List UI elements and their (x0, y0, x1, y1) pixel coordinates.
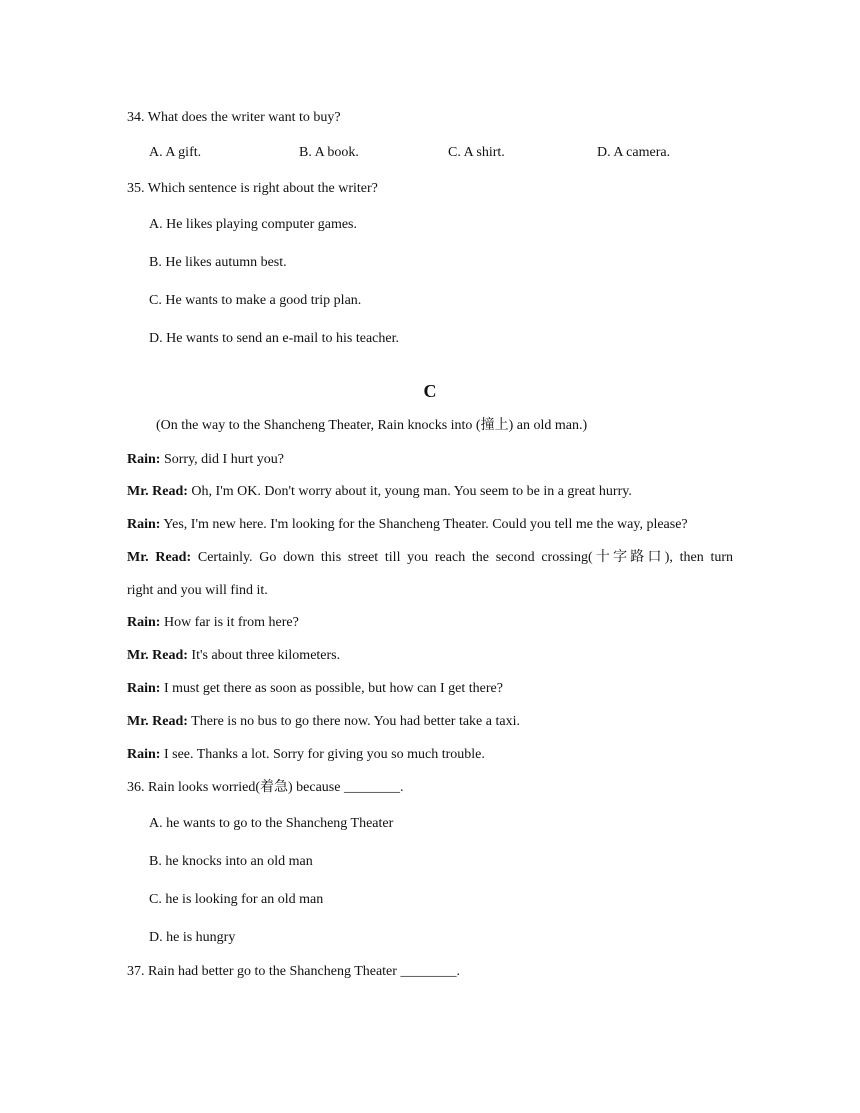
question-36-stem: 36. Rain looks worried(着急) because ________. (127, 780, 404, 795)
dialogue-text: Certainly. Go down this street till you reach the second crossing(十字路口), then turn (191, 550, 733, 565)
speaker-name: Rain: (127, 517, 161, 532)
dialogue-line (127, 451, 284, 469)
dialogue-text: Sorry, did I hurt you? (160, 452, 284, 467)
dialogue-line (127, 516, 688, 534)
section-c-intro: (On the way to the Shancheng Theater, Rain knocks into (撞上) an old man.) (156, 418, 588, 433)
speaker-name: Mr. Read: (127, 550, 192, 565)
dialogue-line (127, 647, 340, 665)
q36-option-b: B. he knocks into an old man (149, 854, 313, 869)
question-37-stem: 37. Rain had better go to the Shancheng Theater ________. (127, 964, 460, 979)
dialogue-continuation: right and you will find it. (127, 583, 268, 598)
q35-option-c: C. He wants to make a good trip plan. (149, 293, 362, 308)
section-c-heading: C (423, 381, 437, 401)
q36-option-d: D. he is hungry (149, 930, 236, 945)
q36-option-a: A. he wants to go to the Shancheng Theater (149, 816, 394, 831)
dialogue-line (127, 549, 733, 567)
speaker-name: Mr. Read: (127, 484, 188, 499)
q35-option-d: D. He wants to send an e-mail to his teacher. (149, 331, 399, 346)
dialogue-text: Oh, I'm OK. Don't worry about it, young man. You seem to be in a great hurry. (187, 484, 632, 499)
dialogue-line (127, 483, 632, 501)
q34-option-d: D. A camera. (597, 145, 671, 160)
dialogue-text: How far is it from here? (160, 615, 299, 630)
dialogue-line (127, 614, 299, 632)
q36-option-c: C. he is looking for an old man (149, 892, 324, 907)
q34-option-b: B. A book. (299, 145, 359, 160)
dialogue-line (127, 680, 503, 698)
dialogue-text: I must get there as soon as possible, but how can I get there? (160, 681, 503, 696)
q34-option-a: A. A gift. (149, 145, 202, 160)
dialogue-text: There is no bus to go there now. You had better take a taxi. (187, 714, 520, 729)
dialogue-text: It's about three kilometers. (187, 648, 341, 663)
question-34-stem: 34. What does the writer want to buy? (127, 110, 341, 125)
q35-option-a: A. He likes playing computer games. (149, 217, 358, 232)
speaker-name: Rain: (127, 747, 161, 762)
dialogue-text: I see. Thanks a lot. Sorry for giving you so much trouble. (160, 747, 485, 762)
dialogue-line (127, 713, 520, 731)
dialogue-line (127, 746, 485, 764)
q35-option-b: B. He likes autumn best. (149, 255, 287, 270)
question-35-stem: 35. Which sentence is right about the writer? (127, 181, 378, 196)
speaker-name: Rain: (127, 615, 161, 630)
speaker-name: Rain: (127, 681, 161, 696)
speaker-name: Mr. Read: (127, 714, 188, 729)
speaker-name: Rain: (127, 452, 161, 467)
q34-option-c: C. A shirt. (448, 145, 505, 160)
speaker-name: Mr. Read: (127, 648, 188, 663)
dialogue-text: Yes, I'm new here. I'm looking for the Shancheng Theater. Could you tell me the way, please? (160, 517, 688, 532)
